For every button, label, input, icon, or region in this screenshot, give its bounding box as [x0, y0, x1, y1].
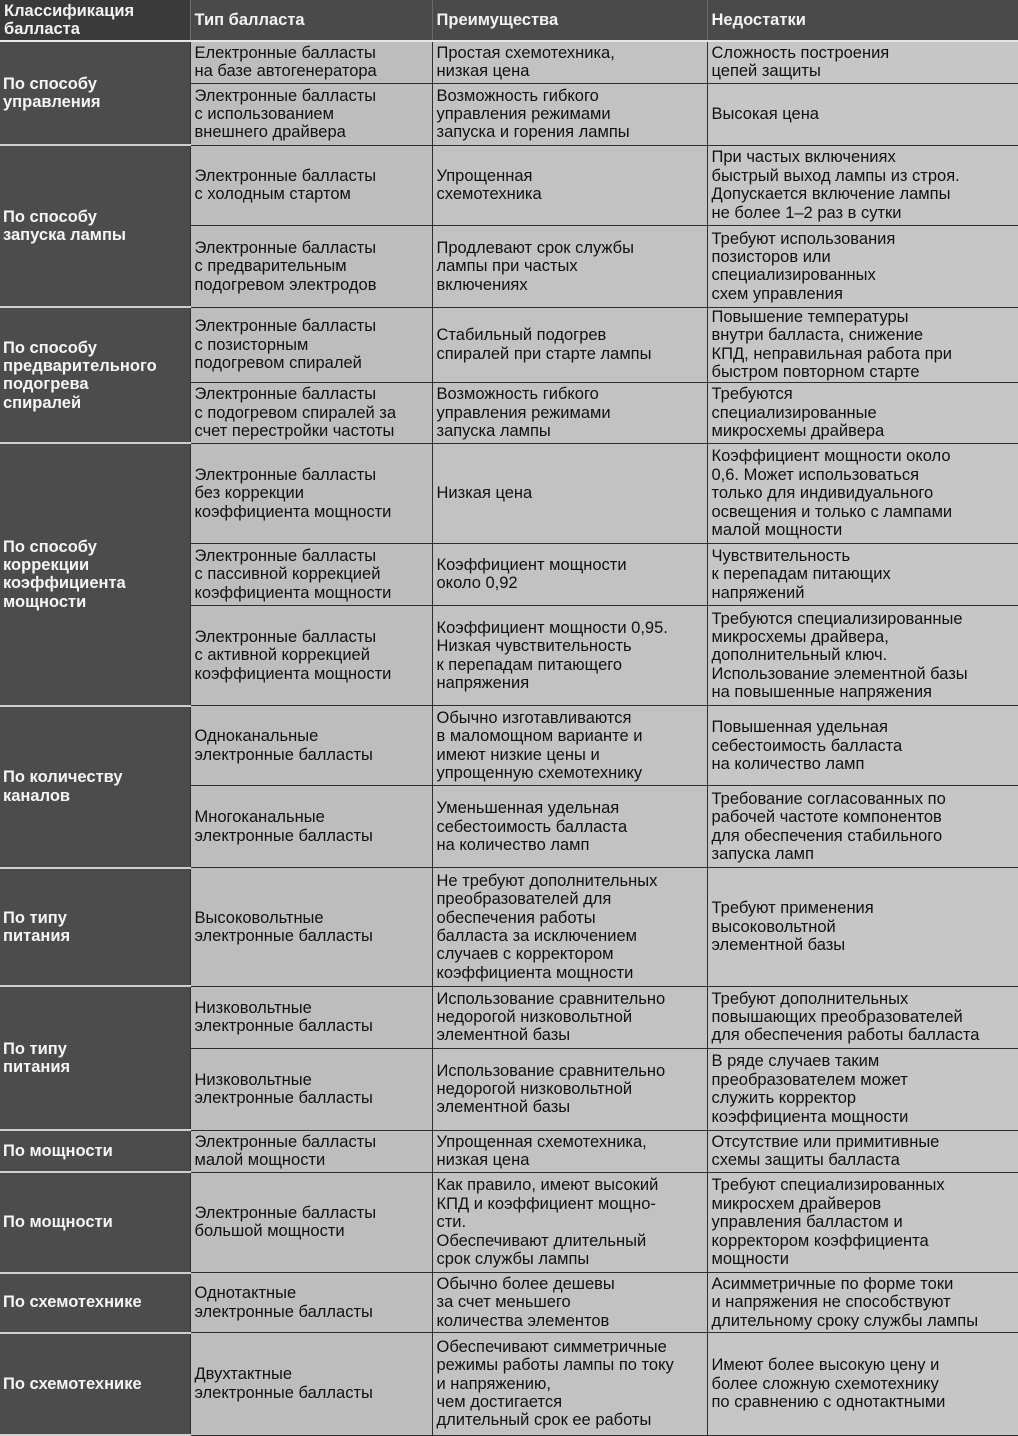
header-classification: Классификация балласта [0, 0, 190, 41]
advantages-cell: Простая схемотехника, низкая цена [432, 41, 707, 83]
classification-cell: По типу питания [0, 986, 190, 1130]
advantages-cell: Как правило, имеют высокий КПД и коэффициент мощно- сти. Обеспечивают длительный срок службы лампы [432, 1172, 707, 1272]
disadvantages-cell: Повышение температуры внутри балласта, снижение КПД, неправильная работа при быстром повторном старте [707, 307, 1018, 382]
ballast-type-cell: Высоковольтные электронные балласты [190, 868, 432, 986]
advantages-cell: Возможность гибкого управления режимами запуска лампы [432, 382, 707, 443]
disadvantages-cell: Требуют применения высоковольтной элементной базы [707, 868, 1018, 986]
advantages-cell: Коэффициент мощности около 0,92 [432, 543, 707, 605]
header-advantages: Преимущества [432, 0, 707, 41]
disadvantages-cell: Повышенная удельная себестоимость балласта на количество ламп [707, 706, 1018, 786]
ballast-type-cell: Двухтактные электронные балласты [190, 1333, 432, 1435]
ballast-type-cell: Электронные балласты с предварительным подогревом электродов [190, 225, 432, 307]
classification-cell: По мощности [0, 1130, 190, 1172]
classification-cell: По мощности [0, 1172, 190, 1272]
ballast-type-cell: Электронные балласты с позисторным подогревом спиралей [190, 307, 432, 382]
advantages-cell: Использование сравнительно недорогой низковольтной элементной базы [432, 986, 707, 1048]
advantages-cell: Обеспечивают симметричные режимы работы лампы по току и напряжению, чем достигается длительный срок ее работы [432, 1333, 707, 1435]
disadvantages-cell: Требование согласованных по рабочей частоте компонентов для обеспечения стабильного запуска ламп [707, 786, 1018, 868]
disadvantages-cell: Асимметричные по форме токи и напряжения не способствуют длительному сроку службы лампы [707, 1273, 1018, 1333]
advantages-cell: Низкая цена [432, 443, 707, 543]
advantages-cell: Упрощенная схемотехника, низкая цена [432, 1130, 707, 1172]
disadvantages-cell: Имеют более высокую цену и более сложную схемотехнику по сравнению с однотактными [707, 1333, 1018, 1435]
ballast-type-cell: Электронные балласты с подогревом спиралей за счет перестройки частоты [190, 382, 432, 443]
advantages-cell: Коэффициент мощности 0,95. Низкая чувствительность к перепадам питающего напряжения [432, 606, 707, 706]
table-row [0, 307, 1018, 382]
classification-cell: По типу питания [0, 868, 190, 986]
classification-cell: По количеству каналов [0, 706, 190, 868]
ballast-type-cell: Электронные балласты большой мощности [190, 1172, 432, 1272]
advantages-cell: Обычно более дешевы за счет меньшего количества элементов [432, 1273, 707, 1333]
table-row [0, 443, 1018, 543]
ballast-type-cell: Электронные балласты малой мощности [190, 1130, 432, 1172]
ballast-type-cell: Низковольтные электронные балласты [190, 986, 432, 1048]
advantages-cell: Упрощенная схемотехника [432, 145, 707, 225]
disadvantages-cell: Отсутствие или примитивные схемы защиты балласта [707, 1130, 1018, 1172]
disadvantages-cell: Высокая цена [707, 83, 1018, 145]
classification-cell: По схемотехнике [0, 1273, 190, 1333]
table-row [0, 1273, 1018, 1333]
disadvantages-cell: Требуют дополнительных повышающих преобразователей для обеспечения работы балласта [707, 986, 1018, 1048]
table-row [0, 986, 1018, 1048]
header-type: Тип балласта [190, 0, 432, 41]
disadvantages-cell: Требуют использования позисторов или специализированных схем управления [707, 225, 1018, 307]
advantages-cell: Не требуют дополнительных преобразователей для обеспечения работы балласта за исключением случаев с корректором коэффициента мощности [432, 868, 707, 986]
advantages-cell: Стабильный подогрев спиралей при старте лампы [432, 307, 707, 382]
table-row [0, 41, 1018, 83]
header-row [0, 0, 1018, 41]
classification-cell: По способу предварительного подогрева спиралей [0, 307, 190, 443]
table-row [0, 145, 1018, 225]
ballast-type-cell: Однотактные электронные балласты [190, 1273, 432, 1333]
classification-cell: По способу запуска лампы [0, 145, 190, 307]
disadvantages-cell: Требуются специализированные микросхемы драйвера, дополнительный ключ. Использование элементной базы на повышенные напряжения [707, 606, 1018, 706]
disadvantages-cell: Сложность построения цепей защиты [707, 41, 1018, 83]
disadvantages-cell: Требуют специализированных микросхем драйверов управления балластом и корректором коэффициента мощности [707, 1172, 1018, 1272]
advantages-cell: Использование сравнительно недорогой низковольтной элементной базы [432, 1048, 707, 1130]
ballast-type-cell: Низковольтные электронные балласты [190, 1048, 432, 1130]
disadvantages-cell: Чувствительность к перепадам питающих напряжений [707, 543, 1018, 605]
ballast-type-cell: Электронные балласты без коррекции коэффициента мощности [190, 443, 432, 543]
classification-cell: По способу управления [0, 41, 190, 145]
table-row [0, 1172, 1018, 1272]
ballast-type-cell: Электронные балласты с использованием внешнего драйвера [190, 83, 432, 145]
advantages-cell: Обычно изготавливаются в маломощном варианте и имеют низкие цены и упрощенную схемотехнику [432, 706, 707, 786]
advantages-cell: Продлевают срок службы лампы при частых включениях [432, 225, 707, 307]
disadvantages-cell: При частых включениях быстрый выход лампы из строя. Допускается включение лампы не более 1–2 раз в сутки [707, 145, 1018, 225]
disadvantages-cell: В ряде случаев таким преобразователем может служить корректор коэффициента мощности [707, 1048, 1018, 1130]
ballast-type-cell: Многоканальные электронные балласты [190, 786, 432, 868]
disadvantages-cell: Требуются специализированные микросхемы драйвера [707, 382, 1018, 443]
classification-cell: По способу коррекции коэффициента мощности [0, 443, 190, 705]
ballast-type-cell: Одноканальные электронные балласты [190, 706, 432, 786]
table-row [0, 868, 1018, 986]
ballast-type-cell: Электронные балласты с холодным стартом [190, 145, 432, 225]
table-row [0, 1333, 1018, 1435]
ballast-type-cell: Электронные балласты с активной коррекцией коэффициента мощности [190, 606, 432, 706]
advantages-cell: Возможность гибкого управления режимами запуска и горения лампы [432, 83, 707, 145]
classification-cell: По схемотехнике [0, 1333, 190, 1435]
header-disadvantages: Недостатки [707, 0, 1018, 41]
ballast-type-cell: Електронные балласты на базе автогенератора [190, 41, 432, 83]
ballast-type-cell: Электронные балласты с пассивной коррекцией коэффициента мощности [190, 543, 432, 605]
table-row [0, 1130, 1018, 1172]
advantages-cell: Уменьшенная удельная себестоимость балласта на количество ламп [432, 786, 707, 868]
table-row [0, 706, 1018, 786]
disadvantages-cell: Коэффициент мощности около 0,6. Может использоваться только для индивидуального освещения и только с лампами малой мощности [707, 443, 1018, 543]
